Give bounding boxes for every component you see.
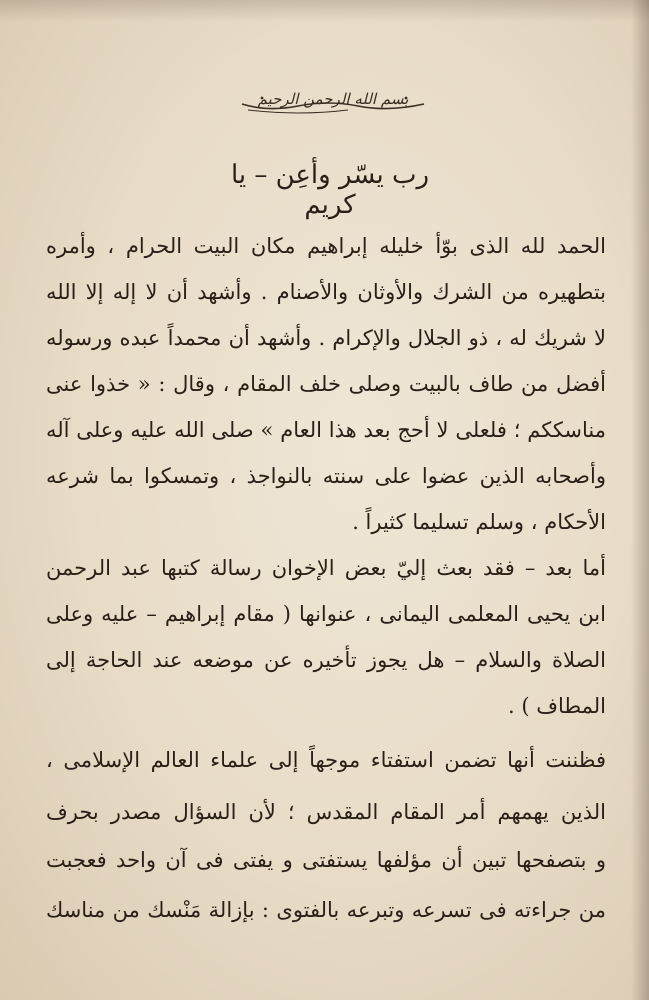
text-line: أما بعد – فقد بعث إليّ بعض الإخوان رسالة كتبها عبد الرحمن (46, 556, 606, 580)
basmala-text: بسم الله الرحمن الرحيم (257, 90, 409, 108)
page-shadow-top (0, 0, 649, 22)
text-line: المطاف ) . (508, 694, 606, 718)
text-line: و بتصفحها تبين أن مؤلفها يستفتى و يفتى فى آن واحد فعجبت (46, 848, 606, 872)
text-line: الصلاة والسلام – هل يجوز تأخيره عن موضعه عند الحاجة إلى (46, 648, 606, 672)
text-line: من جراءته فى تسرعه وتبرعه بالفتوى : بإزالة مَنْسك من مناسك (46, 898, 606, 922)
text-line: ابن يحيى المعلمى اليمانى ، عنوانها ( مقام إبراهيم – عليه وعلى (46, 602, 606, 626)
text-line: وأصحابه الذين عضوا على سنته بالنواجذ ، وتمسكوا بما شرعه (46, 464, 606, 488)
text-line: فظننت أنها تضمن استفتاء موجهاً إلى علماء العالم الإسلامى ، (46, 748, 606, 772)
body-text (46, 226, 606, 986)
text-line: مناسككم ؛ فلعلى لا أحج بعد هذا العام » صلى الله عليه وعلى آله (46, 418, 606, 442)
text-line: لا شريك له ، ذو الجلال والإكرام . وأشهد أن محمداً عبده ورسوله (46, 326, 606, 350)
text-line: الأحكام ، وسلم تسليما كثيراً . (352, 510, 606, 534)
page-shadow-right (631, 0, 649, 1000)
basmala-header (238, 90, 428, 120)
text-line: أفضل من طاف بالبيت وصلى خلف المقام ، وقال : « خذوا عنى (46, 372, 606, 396)
text-line: بتطهيره من الشرك والأوثان والأصنام . وأشهد أن لا إله إلا الله (46, 280, 606, 304)
text-line: الذين يهمهم أمر المقام المقدس ؛ لأن السؤال مصدر بحرف (46, 800, 606, 824)
text-line: الحمد لله الذى بوّأ خليله إبراهيم مكان البيت الحرام ، وأمره (46, 234, 606, 258)
page-subtitle: رب يسّر وأعِن – يا كريم (230, 160, 430, 220)
